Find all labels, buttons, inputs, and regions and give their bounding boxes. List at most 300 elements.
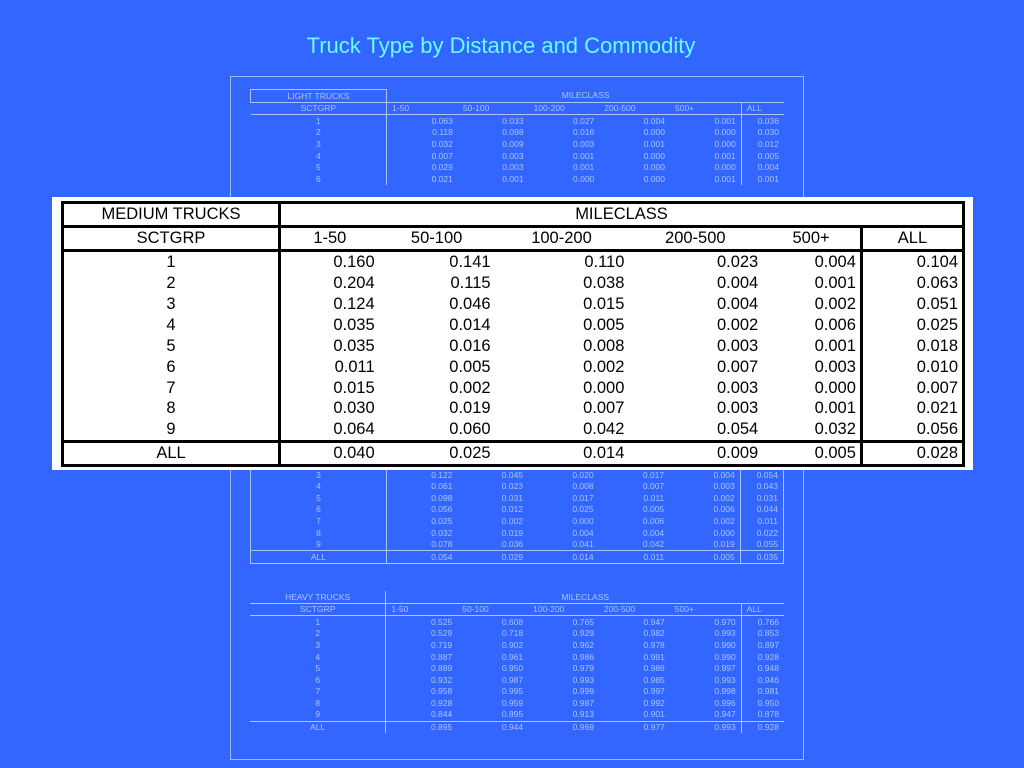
bg-mid-value-cell: 0.044 [740,504,783,516]
light-value-cell: 0.000 [643,162,665,173]
light-value-cell: 0.027 [573,115,595,126]
medium-value-cell: 0.003 [716,378,759,397]
bg-mid-row [251,492,784,504]
medium-value-cell: 0.019 [449,399,491,418]
medium-col-header: 1-50 [280,227,379,251]
medium-value-cell: 0.056 [861,419,963,441]
medium-total-cell: 0.028 [861,442,963,466]
medium-trucks-panel [52,197,973,470]
heavy-group-cell: 6 [250,674,386,686]
medium-value-cell: 0.002 [716,315,759,334]
medium-value-cell: 0.002 [814,294,856,313]
heavy-group-cell: 4 [250,651,386,663]
heavy-value-cell: 0.948 [741,663,784,675]
heavy-total-cell: 0.969 [528,721,599,733]
medium-total-cell: 0.025 [379,442,495,466]
heavy-trucks-title: HEAVY TRUCKS [250,591,386,603]
bg-mid-value-cell: 0.002 [713,515,735,526]
heavy-group-cell: 1 [250,616,386,628]
bg-mid-group-cell: 9 [251,539,387,551]
heavy-value-cell: 0.991 [643,651,665,662]
bg-mid-value-cell: 0.023 [501,481,524,492]
light-value-cell: 0.003 [573,138,595,149]
light-row [251,138,785,150]
heavy-value-cell: 0.993 [572,674,594,685]
slide-title: Truck Type by Distance and Commodity [306,33,696,58]
heavy-value-cell: 0.529 [430,628,453,639]
bg-mid-row [251,515,784,527]
medium-value-cell: 0.204 [333,274,375,293]
heavy-value-cell: 0.525 [430,616,453,627]
medium-col-header: ALL [861,227,963,251]
bg-mid-value-cell: 0.011 [643,492,665,503]
bg-mid-value-cell: 0.004 [572,527,594,538]
bg-mid-value-cell: 0.008 [572,481,594,492]
heavy-value-cell: 0.986 [643,663,665,674]
heavy-row [250,674,784,686]
medium-row [63,251,964,273]
heavy-value-cell: 0.765 [572,616,594,627]
medium-value-cell: 0.025 [861,315,963,336]
heavy-value-cell: 0.993 [714,628,736,639]
medium-value-cell: 0.030 [333,399,375,418]
bg-mid-row [251,527,784,539]
medium-value-cell: 0.007 [583,399,625,418]
bg-mid-value-cell: 0.043 [740,481,783,493]
heavy-value-cell: 0.990 [714,651,736,662]
medium-row [63,294,964,315]
medium-value-cell: 0.104 [861,251,963,273]
bg-mid-value-cell: 0.045 [501,469,524,480]
light-value-cell: 0.001 [573,150,595,161]
medium-value-cell: 0.115 [450,274,491,293]
light-value-cell: 0.016 [573,127,595,138]
light-value-cell: 0.001 [714,173,736,184]
heavy-value-cell: 0.997 [643,686,665,697]
heavy-total-cell: 0.928 [741,721,784,733]
heavy-value-cell: 0.913 [572,709,594,720]
heavy-value-cell: 0.959 [501,697,524,708]
light-value-cell: 0.098 [502,127,524,138]
light-group-cell: 3 [251,138,387,150]
medium-total-cell: 0.040 [280,442,379,466]
medium-value-cell: 0.001 [814,274,856,293]
medium-value-cell: 0.005 [449,357,491,376]
bg-mid-value-cell: 0.020 [572,469,594,480]
heavy-value-cell: 0.981 [741,686,784,698]
medium-value-cell: 0.008 [583,336,625,355]
heavy-value-cell: 0.958 [430,686,453,697]
bg-mid-row [251,469,784,481]
heavy-value-cell: 0.982 [643,628,665,639]
light-value-cell: 0.004 [741,162,784,174]
bg-mid-value-cell: 0.036 [501,539,524,550]
bg-mid-value-cell: 0.025 [431,515,453,526]
light-row [251,173,785,185]
bg-mid-value-cell: 0.000 [572,515,594,526]
medium-value-cell: 0.006 [814,315,856,334]
medium-value-cell: 0.035 [333,315,375,334]
bg-mid-value-cell: 0.022 [740,527,783,539]
medium-total-cell: 0.009 [628,442,762,466]
heavy-value-cell: 0.992 [643,697,665,708]
medium-col-header: 500+ [762,227,861,251]
bg-mid-group-cell: 4 [251,481,387,493]
heavy-value-cell: 0.995 [501,686,524,697]
bg-mid-value-cell: 0.025 [572,504,594,515]
heavy-value-cell: 0.978 [643,639,665,650]
medium-value-cell: 0.005 [583,315,625,334]
bg-mid-value-cell: 0.019 [713,539,735,550]
bg-mid-value-cell: 0.004 [713,469,735,480]
heavy-group-cell: 7 [250,686,386,698]
heavy-value-cell: 0.897 [741,639,784,651]
heavy-value-cell: 0.719 [430,639,453,650]
medium-value-cell: 0.004 [716,274,759,293]
medium-value-cell: 0.015 [333,378,375,397]
bg-mid-total-cell: 0.035 [740,551,783,564]
heavy-row [250,628,784,640]
heavy-value-cell: 0.928 [741,651,784,663]
heavy-value-cell: 0.946 [741,674,784,686]
bg-mid-value-cell: 0.054 [740,469,783,481]
heavy-sctgrp-header: SCTGRP [250,603,386,616]
light-sctgrp-header: SCTGRP [251,102,387,115]
light-row [251,115,785,127]
heavy-value-cell: 0.932 [430,674,453,685]
light-group-cell: 1 [251,115,387,127]
heavy-value-cell: 0.929 [572,628,594,639]
medium-group-cell: 1 [63,251,280,273]
heavy-col-header: 200-500 [599,603,670,616]
heavy-value-cell: 0.928 [430,697,453,708]
heavy-value-cell: 0.998 [714,686,736,697]
heavy-total-cell: 0.977 [599,721,670,733]
bg-mid-value-cell: 0.011 [740,515,783,527]
bg-mid-value-cell: 0.031 [740,492,783,504]
medium-trucks-title: MEDIUM TRUCKS [63,203,280,227]
heavy-col-header: 50-100 [457,603,528,616]
bg-mid-total-cell: 0.011 [599,551,670,564]
heavy-value-cell: 0.901 [643,709,665,720]
medium-value-cell: 0.000 [583,378,625,397]
bg-mid-value-cell: 0.019 [501,527,524,538]
heavy-value-cell: 0.962 [572,639,594,650]
medium-value-cell: 0.011 [334,357,375,376]
bg-mid-group-cell: 3 [251,469,387,481]
light-value-cell: 0.012 [741,138,784,150]
medium-total-cell: 0.005 [762,442,861,466]
heavy-group-cell: 8 [250,697,386,709]
heavy-value-cell: 0.889 [430,663,453,674]
heavy-total-label: ALL [250,721,386,733]
medium-value-cell: 0.003 [716,336,759,355]
bg-mid-value-cell: 0.012 [501,504,524,515]
light-value-cell: 0.000 [714,127,736,138]
medium-value-cell: 0.064 [333,420,375,439]
medium-total-label: ALL [63,442,280,466]
heavy-value-cell: 0.902 [501,639,524,650]
heavy-value-cell: 0.999 [572,686,594,697]
medium-value-cell: 0.124 [333,294,375,313]
heavy-row [250,686,784,698]
heavy-value-cell: 0.950 [741,697,784,709]
light-value-cell: 0.001 [573,162,595,173]
light-value-cell: 0.032 [431,138,453,149]
light-value-cell: 0.001 [714,115,736,126]
medium-value-cell: 0.110 [584,253,625,272]
bg-mid-value-cell: 0.003 [713,481,735,492]
medium-group-cell: 9 [63,419,280,441]
light-value-cell: 0.036 [741,115,784,127]
bg-mid-value-cell: 0.032 [431,527,453,538]
background-middle-table [250,469,784,564]
heavy-trucks-table [250,591,784,733]
heavy-total-cell: 0.944 [457,721,528,733]
bg-mid-row [251,504,784,516]
medium-value-cell: 0.010 [861,356,963,377]
medium-value-cell: 0.035 [333,336,375,355]
light-value-cell: 0.001 [502,173,524,184]
light-value-cell: 0.021 [431,173,453,184]
medium-value-cell: 0.002 [449,378,491,397]
light-mileclass-header: MILECLASS [387,90,784,103]
bg-mid-value-cell: 0.098 [431,492,453,503]
light-row [251,162,785,174]
light-group-cell: 2 [251,127,387,139]
medium-mileclass-header: MILECLASS [280,203,964,227]
light-value-cell: 0.004 [643,115,665,126]
heavy-col-header: 500+ [670,603,741,616]
medium-value-cell: 0.015 [583,294,625,313]
heavy-value-cell: 0.947 [714,709,736,720]
bg-mid-value-cell: 0.007 [642,481,665,492]
light-value-cell: 0.000 [573,173,595,184]
heavy-total-cell: 0.895 [386,721,457,733]
heavy-group-cell: 9 [250,709,386,721]
heavy-total-cell: 0.993 [670,721,741,733]
heavy-row [250,697,784,709]
heavy-group-cell: 3 [250,639,386,651]
heavy-value-cell: 0.987 [501,674,524,685]
medium-value-cell: 0.000 [814,378,856,397]
medium-value-cell: 0.046 [449,294,491,313]
bg-mid-value-cell: 0.006 [713,504,735,515]
bg-mid-value-cell: 0.017 [642,469,665,480]
bg-mid-value-cell: 0.055 [740,539,783,551]
heavy-value-cell: 0.996 [714,697,736,708]
heavy-col-header: 100-200 [528,603,599,616]
bg-mid-value-cell: 0.031 [501,492,524,503]
light-col-header: 100-200 [529,102,600,115]
bg-mid-row [251,481,784,493]
medium-row [63,356,964,377]
medium-row [63,315,964,336]
light-group-cell: 4 [251,150,387,162]
medium-group-cell: 2 [63,273,280,294]
medium-row [63,377,964,398]
bg-mid-value-cell: 0.017 [572,492,594,503]
medium-value-cell: 0.160 [333,253,375,272]
heavy-value-cell: 0.887 [430,651,453,662]
light-value-cell: 0.005 [741,150,784,162]
heavy-row [250,709,784,721]
light-value-cell: 0.001 [741,173,784,185]
medium-value-cell: 0.007 [861,377,963,398]
bg-mid-value-cell: 0.005 [642,504,665,515]
heavy-value-cell: 0.997 [714,663,736,674]
bg-mid-total-cell: 0.014 [528,551,599,564]
light-value-cell: 0.003 [502,162,524,173]
heavy-value-cell: 0.947 [643,616,665,627]
bg-mid-row [251,539,784,551]
medium-value-cell: 0.004 [716,294,759,313]
light-value-cell: 0.029 [431,162,453,173]
heavy-value-cell: 0.895 [501,709,524,720]
medium-value-cell: 0.023 [716,253,759,272]
light-value-cell: 0.003 [502,150,524,161]
bg-mid-value-cell: 0.042 [642,539,665,550]
bg-mid-value-cell: 0.041 [572,539,594,550]
medium-value-cell: 0.001 [814,336,856,355]
heavy-col-header: 1-50 [386,603,457,616]
light-value-cell: 0.030 [741,127,784,139]
medium-group-cell: 7 [63,377,280,398]
bg-mid-value-cell: 0.002 [713,492,735,503]
bg-mid-value-cell: 0.122 [431,469,453,480]
heavy-value-cell: 0.979 [572,663,594,674]
medium-group-cell: 5 [63,336,280,357]
medium-value-cell: 0.003 [716,399,759,418]
bg-mid-total-label: ALL [251,551,387,564]
heavy-group-cell: 5 [250,663,386,675]
bg-mid-group-cell: 5 [251,492,387,504]
light-col-header: ALL [741,102,784,115]
medium-value-cell: 0.054 [716,420,759,439]
light-row [251,150,785,162]
heavy-value-cell: 0.987 [572,697,594,708]
heavy-value-cell: 0.844 [430,709,453,720]
heavy-value-cell: 0.990 [714,639,736,650]
medium-value-cell: 0.038 [583,274,625,293]
light-trucks-table [250,89,784,185]
medium-value-cell: 0.141 [449,253,491,272]
light-col-header: 500+ [670,102,741,115]
medium-row [63,398,964,419]
heavy-value-cell: 0.993 [714,674,736,685]
bg-mid-value-cell: 0.061 [431,481,453,492]
light-value-cell: 0.000 [643,127,665,138]
light-value-cell: 0.001 [714,150,736,161]
heavy-value-cell: 0.878 [741,709,784,721]
light-col-header: 200-500 [599,102,670,115]
medium-group-cell: 6 [63,356,280,377]
light-value-cell: 0.033 [502,115,524,126]
bg-mid-group-cell: 8 [251,527,387,539]
light-value-cell: 0.007 [431,150,453,161]
light-row [251,127,785,139]
heavy-value-cell: 0.853 [741,628,784,640]
light-value-cell: 0.000 [643,173,665,184]
medium-value-cell: 0.004 [814,253,856,272]
bg-mid-value-cell: 0.078 [431,539,453,550]
bg-mid-total-cell: 0.054 [386,551,457,564]
light-group-cell: 6 [251,173,387,185]
medium-value-cell: 0.002 [583,357,625,376]
bg-mid-value-cell: 0.006 [642,515,665,526]
light-value-cell: 0.000 [643,150,665,161]
heavy-value-cell: 0.950 [501,663,524,674]
medium-trucks-table [61,201,965,467]
heavy-value-cell: 0.970 [714,616,736,627]
light-value-cell: 0.001 [643,138,665,149]
medium-group-cell: 8 [63,398,280,419]
medium-col-header: 50-100 [379,227,495,251]
bg-mid-group-cell: 6 [251,504,387,516]
heavy-value-cell: 0.718 [501,628,524,639]
bg-mid-value-cell: 0.000 [713,527,735,538]
medium-group-cell: 4 [63,315,280,336]
medium-sctgrp-header: SCTGRP [63,227,280,251]
medium-value-cell: 0.001 [814,399,856,418]
light-trucks-title: LIGHT TRUCKS [251,90,387,103]
medium-col-header: 100-200 [495,227,629,251]
medium-value-cell: 0.042 [583,420,625,439]
bg-mid-total-cell: 0.005 [669,551,740,564]
bg-mid-value-cell: 0.004 [642,527,665,538]
medium-row [63,336,964,357]
medium-group-cell: 3 [63,294,280,315]
heavy-value-cell: 0.985 [643,674,665,685]
heavy-row [250,639,784,651]
medium-value-cell: 0.021 [861,398,963,419]
light-value-cell: 0.118 [432,127,453,138]
heavy-col-header: ALL [741,603,784,616]
medium-col-header: 200-500 [628,227,762,251]
bg-mid-value-cell: 0.056 [431,504,453,515]
medium-value-cell: 0.032 [814,420,856,439]
light-value-cell: 0.009 [502,138,524,149]
medium-value-cell: 0.003 [814,357,856,376]
medium-total-cell: 0.014 [495,442,629,466]
medium-row [63,419,964,441]
medium-value-cell: 0.016 [449,336,491,355]
light-value-cell: 0.000 [714,162,736,173]
medium-value-cell: 0.007 [716,357,759,376]
medium-value-cell: 0.014 [449,315,491,334]
light-value-cell: 0.000 [714,138,736,149]
heavy-mileclass-header: MILECLASS [386,591,784,603]
heavy-row [250,616,784,628]
bg-mid-value-cell: 0.002 [501,515,524,526]
medium-value-cell: 0.051 [861,294,963,315]
heavy-value-cell: 0.608 [501,616,524,627]
light-col-header: 50-100 [458,102,529,115]
heavy-row [250,663,784,675]
medium-value-cell: 0.063 [861,273,963,294]
heavy-value-cell: 0.986 [572,651,594,662]
heavy-value-cell: 0.961 [501,651,524,662]
medium-value-cell: 0.060 [449,420,491,439]
bg-mid-group-cell: 7 [251,515,387,527]
heavy-row [250,651,784,663]
light-col-header: 1-50 [387,102,458,115]
medium-value-cell: 0.018 [861,336,963,357]
medium-row [63,273,964,294]
light-group-cell: 5 [251,162,387,174]
heavy-value-cell: 0.766 [741,616,784,628]
bg-mid-total-cell: 0.029 [457,551,528,564]
